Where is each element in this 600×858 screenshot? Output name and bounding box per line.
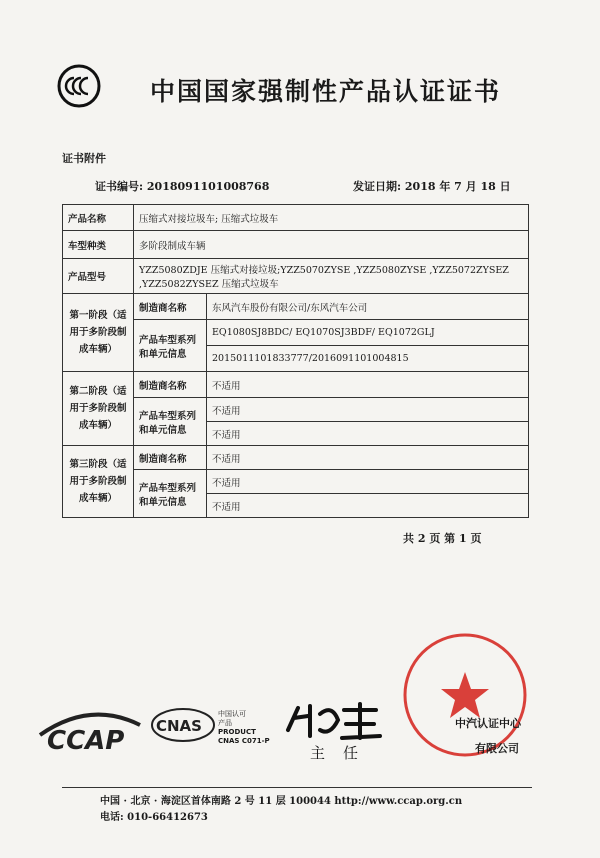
vehicle-type: 多阶段制成车辆 — [134, 231, 529, 259]
manufacturer-label: 制造商名称 — [134, 446, 207, 470]
page-indicator: 共 2 页 第 1 页 — [403, 532, 482, 545]
certificate-number — [95, 178, 269, 194]
manufacturer-value: 不适用 — [207, 446, 529, 470]
product-name-label: 产品名称 — [63, 205, 134, 231]
ccap-logo-text: CCAP — [47, 726, 125, 756]
cert-number-label: 证书编号: — [95, 180, 144, 193]
series-label: 产品车型系列和单元信息 — [134, 320, 207, 372]
unit-value: 不适用 — [207, 494, 529, 518]
manufacturer-label: 制造商名称 — [134, 372, 207, 398]
manufacturer-value: 不适用 — [207, 372, 529, 398]
certificate-title: 中国国家强制性产品认证证书 — [150, 77, 502, 106]
ccc-logo-icon — [57, 64, 101, 108]
product-model: YZZ5080ZDJE 压缩式对接垃圾;YZZ5070ZYSE ,YZZ5080ZYSE ,YZZ5072ZYSEZ ,YZZ5082ZYSEZ 压缩式垃圾车 — [134, 259, 529, 294]
stage-label: 第一阶段（适用于多阶段制成车辆） — [63, 294, 134, 372]
vehicle-type-label: 车型种类 — [63, 231, 134, 259]
manufacturer-label: 制造商名称 — [134, 294, 207, 320]
issue-date — [353, 178, 511, 194]
cert-number-value: 2018091101008768 — [146, 180, 270, 193]
attachment-label: 证书附件 — [62, 152, 106, 165]
certificate-table — [62, 204, 529, 518]
product-model-label: 产品型号 — [63, 259, 134, 294]
director-title: 主任 — [310, 744, 377, 762]
footer-phone: 电话: 010-66412673 — [100, 812, 208, 823]
unit-value: 2015011101833777/2016091101004815 — [207, 346, 529, 372]
footer-divider — [62, 787, 532, 788]
cnas-text-line: PRODUCT — [218, 728, 256, 736]
org-name-line2: 有限公司 — [475, 742, 519, 755]
cnas-text — [218, 710, 270, 746]
cnas-text-line: 中国认可 — [218, 710, 246, 718]
unit-value: 不适用 — [207, 422, 529, 446]
cnas-text-line: CNAS C071-P — [218, 737, 270, 745]
org-name-line1: 中汽认证中心 — [455, 717, 521, 730]
stage-label: 第三阶段（适用于多阶段制成车辆） — [63, 446, 134, 518]
cnas-logo-text: CNAS — [156, 717, 202, 735]
cnas-text-line: 产品 — [218, 719, 232, 727]
issue-date-label: 发证日期: — [353, 180, 402, 193]
series-value: 不适用 — [207, 470, 529, 494]
series-label: 产品车型系列和单元信息 — [134, 470, 207, 518]
stage-label: 第二阶段（适用于多阶段制成车辆） — [63, 372, 134, 446]
series-value: 不适用 — [207, 398, 529, 422]
cnas-logo-icon — [150, 705, 216, 745]
ccap-logo-icon — [35, 705, 145, 757]
signature-icon — [280, 700, 390, 742]
footer-address: 中国 · 北京 · 海淀区首体南路 2 号 11 层 100044 http://www.ccap.org.cn — [100, 796, 463, 807]
product-name: 压缩式对接垃圾车; 压缩式垃圾车 — [134, 205, 529, 231]
manufacturer-value: 东风汽车股份有限公司/东风汽车公司 — [207, 294, 529, 320]
series-label: 产品车型系列和单元信息 — [134, 398, 207, 446]
series-value: EQ1080SJ8BDC/ EQ1070SJ3BDF/ EQ1072GLJ — [207, 320, 529, 346]
issue-date-value: 2018 年 7 月 18 日 — [404, 180, 511, 193]
